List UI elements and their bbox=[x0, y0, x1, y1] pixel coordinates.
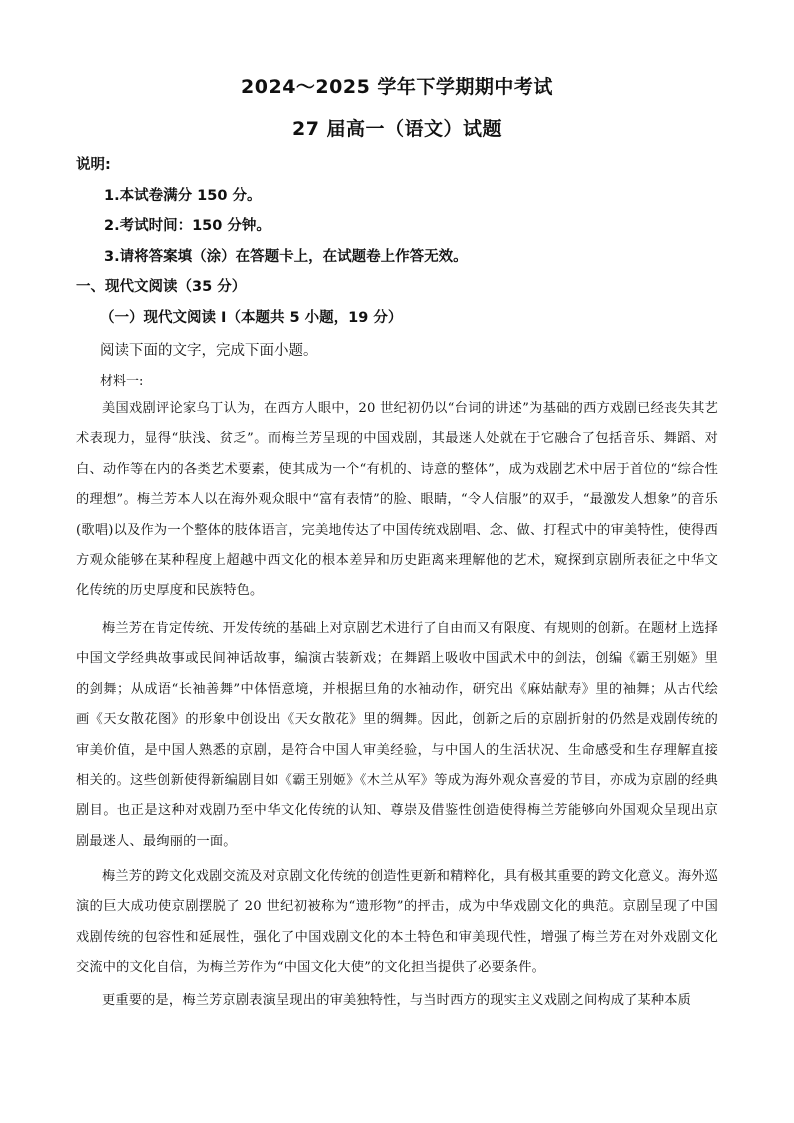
section-heading: 一、现代文阅读（35 分） bbox=[76, 279, 247, 295]
passage-paragraph-1: 美国戏剧评论家乌丁认为，在西方人眼中，20 世纪初仍以“台词的讲述”为基础的西方戏剧已经丧失其艺术表现力，显得“肤浅、贫乏”。而梅兰芳呈现的中国戏剧，其最迷人处就在于它融合了包括音乐、舞蹈、对白、动作等在内的各类艺术要素，使其成为一个“有机的、诗意的整体”，成为戏剧艺术中居于首位的“综合性的理想”。梅兰芳本人以在海外观众眼中“富有表情”的脸、眼睛，“令人信服”的双手，“最激发人想象”的音乐(歌唱)以及作为一个整体的肢体语言，完美地传达了中国传统戏剧唱、念、做、打程式中的审美特性，使得西方观众能够在某种程度上超越中西文化的根本差异和历史距离来理解他的艺术，窥探到京剧所表征之中华文化传统的历史厚度和民族特色。 bbox=[76, 401, 718, 599]
exam-title: 2024～2025 学年下学期期中考试 bbox=[241, 76, 553, 98]
exam-subtitle: 27 届高一（语文）试题 bbox=[291, 118, 503, 140]
material-label: 材料一: bbox=[100, 374, 144, 389]
passage-paragraph-2: 梅兰芳在肯定传统、开发传统的基础上对京剧艺术进行了自由而又有限度、有规则的创新。在题材上选择中国文学经典故事或民间神话故事，编演古装新戏；在舞蹈上吸收中国武术中的剑法，创编《霸王别姬》里的剑舞；从成语“长袖善舞”中体悟意境，并根据旦角的水袖动作，研究出《麻姑献寿》里的袖舞；从古代绘画《天女散花图》的形象中创设出《天女散花》里的绸舞。因此，创新之后的京剧折射的仍然是戏剧传统的审美价值，是中国人熟悉的京剧，是符合中国人审美经验，与中国人的生活状况、生命感受和生存理解直接相关的。这些创新使得新编剧目如《霸王别姬》《木兰从军》等成为海外观众喜爱的节目，亦成为京剧的经典剧目。也正是这种对戏剧乃至中华文化传统的认知、尊崇及借鉴性创造使得梅兰芳能够向外国观众呈现出京剧最迷人、最绚丽的一面。 bbox=[76, 621, 718, 849]
instruction-item-2: 2.考试时间：150 分钟。 bbox=[104, 218, 271, 234]
instruction-item-1: 1.本试卷满分 150 分。 bbox=[104, 188, 262, 204]
section-subheading: （一）现代文阅读 I（本题共 5 小题，19 分） bbox=[100, 310, 403, 326]
reading-directions: 阅读下面的文字，完成下面小题。 bbox=[100, 343, 318, 359]
passage-paragraph-4: 更重要的是，梅兰芳京剧表演呈现出的审美独特性，与当时西方的现实主义戏剧之间构成了某种本质 bbox=[102, 993, 692, 1008]
instruction-item-3: 3.请将答案填（涂）在答题卡上，在试题卷上作答无效。 bbox=[104, 249, 468, 265]
passage-paragraph-3: 梅兰芳的跨文化戏剧交流及对京剧文化传统的创造性更新和精粹化，具有极其重要的跨文化意义。海外巡演的巨大成功使京剧摆脱了 20 世纪初被称为“遗形物”的抨击，成为中华戏剧文化的典范。京剧呈现了中国戏剧传统的包容性和延展性，强化了中国戏剧文化的本土特色和审美现代性，增强了梅兰芳在对外戏剧文化交流中的文化自信，为梅兰芳作为“中国文化大使”的文化担当提供了必要条件。 bbox=[76, 869, 718, 976]
instructions-heading: 说明: bbox=[76, 157, 111, 173]
